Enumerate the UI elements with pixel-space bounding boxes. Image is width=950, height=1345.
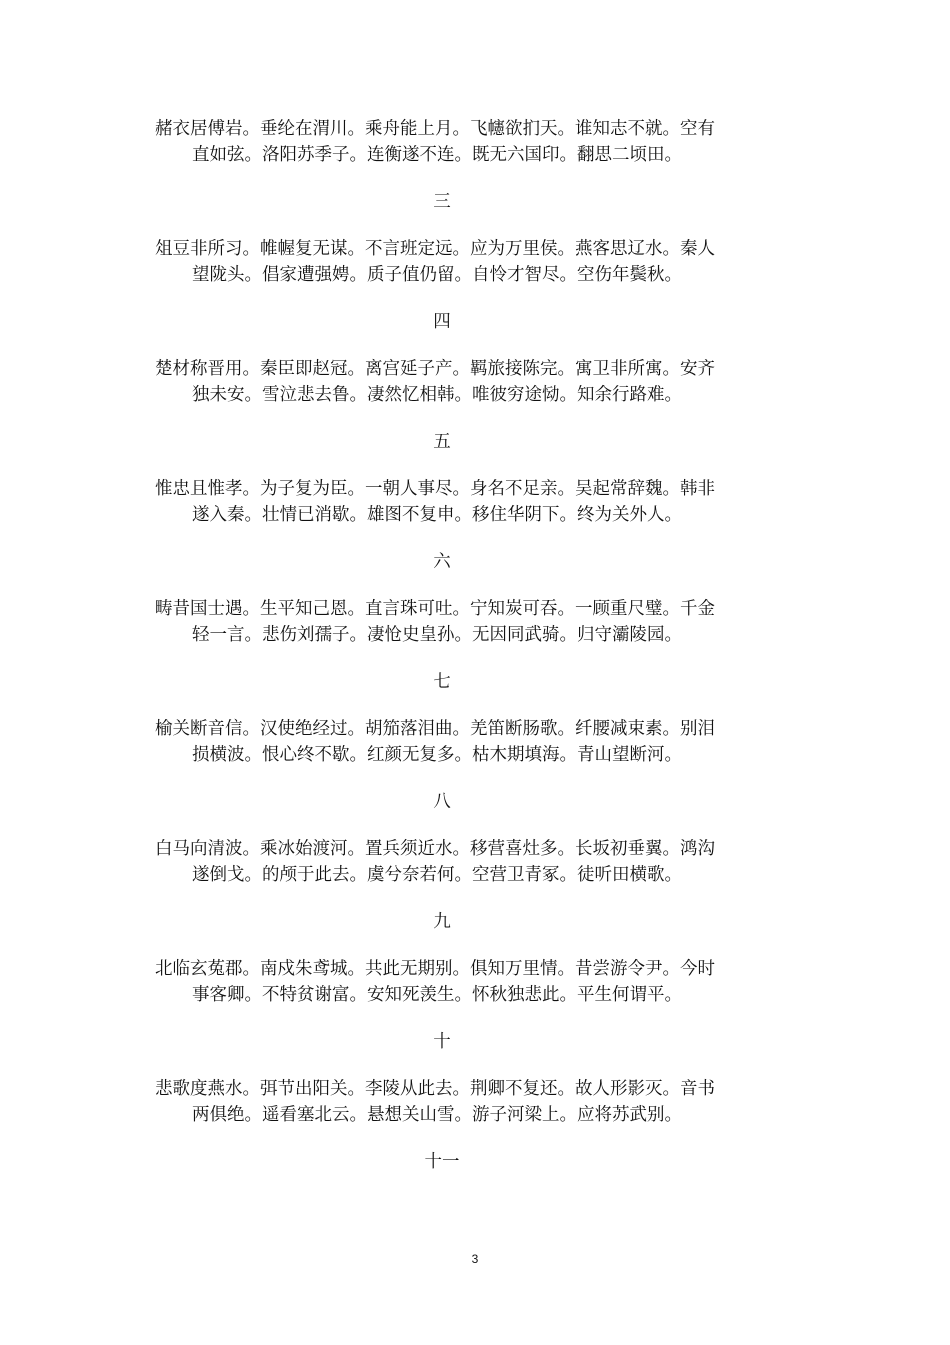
stanza	[155, 596, 729, 648]
poem-line: 直如弦。洛阳苏季子。连衡遂不连。既无六国印。翻思二顷田。	[192, 145, 682, 165]
poem-line: 悲歌度燕水。弭节出阳关。李陵从此去。荆卿不复还。故人形影灭。音书	[155, 1079, 715, 1099]
stanza	[155, 1076, 729, 1128]
page-number: 3	[471, 1252, 479, 1266]
stanza	[155, 476, 729, 528]
section-heading: 三	[433, 192, 451, 212]
section-heading: 四	[433, 312, 451, 332]
poem-line: 俎豆非所习。帷幄复无谋。不言班定远。应为万里侯。燕客思辽水。秦人	[155, 239, 715, 259]
poem-body	[155, 116, 729, 1196]
poem-line: 独未安。雪泣悲去鲁。凄然忆相韩。唯彼穷途恸。知余行路难。	[192, 385, 682, 405]
section-heading: 十	[433, 1032, 451, 1052]
stanza	[155, 236, 729, 288]
poem-line: 北临玄菟郡。南戍朱鸢城。共此无期别。俱知万里情。昔尝游令尹。今时	[155, 959, 715, 979]
poem-line: 榆关断音信。汉使绝经过。胡笳落泪曲。羌笛断肠歌。纤腰减束素。别泪	[155, 719, 715, 739]
section-heading: 五	[433, 432, 451, 452]
section-heading: 九	[433, 912, 451, 932]
section-heading: 十一	[424, 1152, 460, 1172]
section-heading: 六	[433, 552, 451, 572]
poem-line: 两俱绝。遥看塞北云。悬想关山雪。游子河梁上。应将苏武别。	[192, 1105, 682, 1125]
section-heading: 七	[433, 672, 451, 692]
poem-line: 白马向清波。乘冰始渡河。置兵须近水。移营喜灶多。长坂初垂翼。鸿沟	[155, 839, 715, 859]
poem-line: 赭衣居傅岩。垂纶在渭川。乘舟能上月。飞幰欲扪天。谁知志不就。空有	[155, 119, 715, 139]
section-heading: 八	[433, 792, 451, 812]
poem-line: 事客卿。不特贫谢富。安知死羡生。怀秋独悲此。平生何谓平。	[192, 985, 682, 1005]
poem-line: 惟忠且惟孝。为子复为臣。一朝人事尽。身名不足亲。吴起常辞魏。韩非	[155, 479, 715, 499]
stanza	[155, 356, 729, 408]
poem-line: 损横波。恨心终不歇。红颜无复多。枯木期填海。青山望断河。	[192, 745, 682, 765]
poem-line: 畴昔国士遇。生平知己恩。直言珠可吐。宁知炭可吞。一顾重尺璧。千金	[155, 599, 715, 619]
poem-line: 遂入秦。壮情已消歇。雄图不复申。移住华阴下。终为关外人。	[192, 505, 682, 525]
stanza	[155, 716, 729, 768]
poem-line: 遂倒戈。的颅于此去。虞兮奈若何。空营卫青冢。徒听田横歌。	[192, 865, 682, 885]
poem-line: 楚材称晋用。秦臣即赵冠。离宫延子产。羁旅接陈完。寓卫非所寓。安齐	[155, 359, 715, 379]
stanza	[155, 956, 729, 1008]
stanza	[155, 836, 729, 888]
poem-line: 望陇头。倡家遭强娉。质子值仍留。自怜才智尽。空伤年鬓秋。	[192, 265, 682, 285]
stanza	[155, 116, 729, 168]
poem-line: 轻一言。悲伤刘孺子。凄怆史皇孙。无因同武骑。归守灞陵园。	[192, 625, 682, 645]
